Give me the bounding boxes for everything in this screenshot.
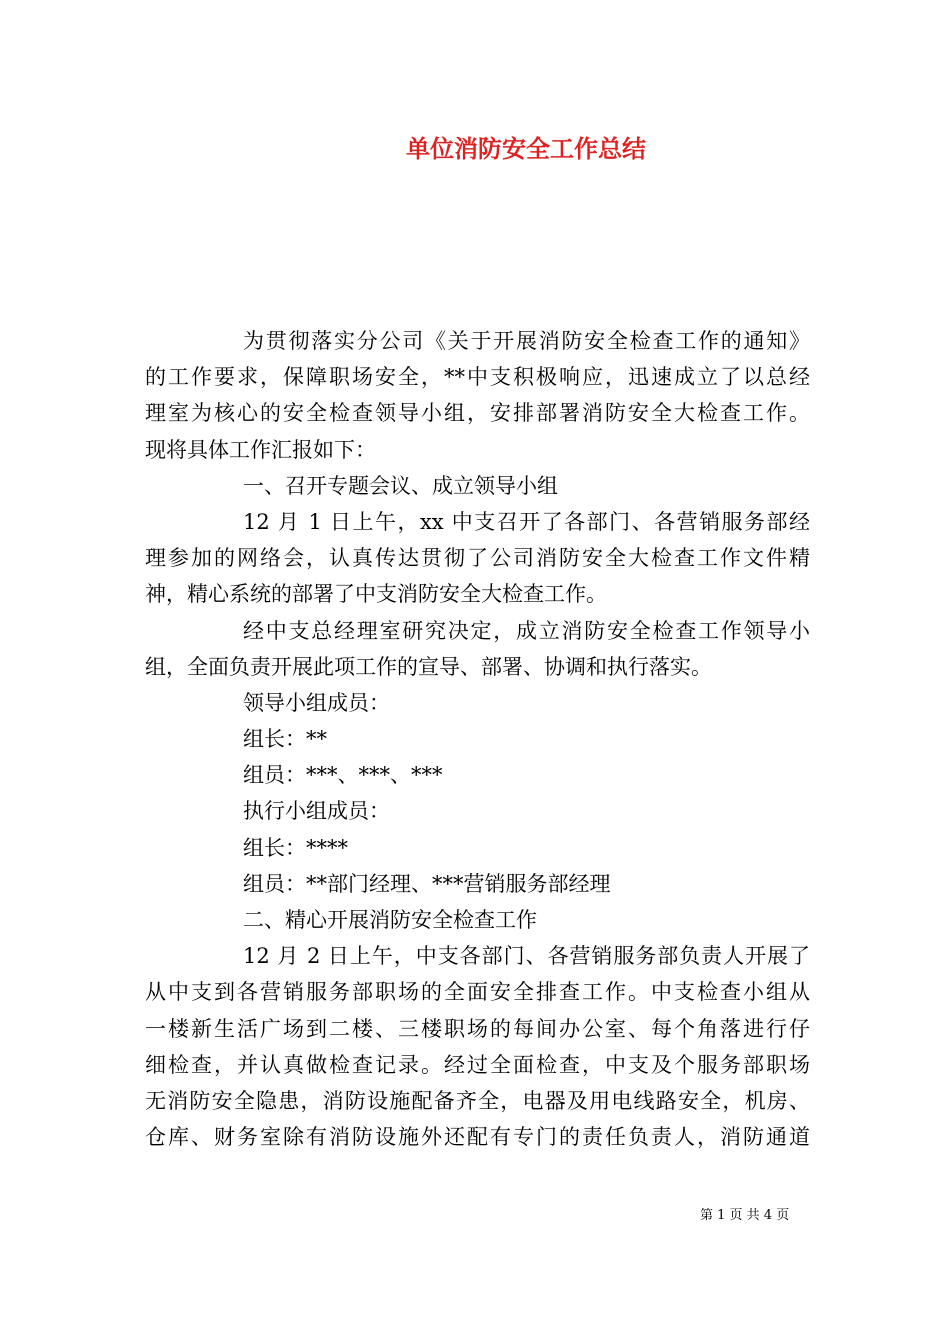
body-line: 为贯彻落实分公司《关于开展消防安全检查工作的通知》 — [243, 329, 810, 353]
body-line: 一、召开专题会议、成立领导小组 — [243, 473, 558, 498]
body-line: 无消防安全隐患，消防设施配备齐全，电器及用电线路安全，机房、 — [145, 1088, 810, 1113]
body-line: 组长：** — [243, 727, 327, 752]
body-line: 仓库、财务室除有消防设施外还配有专门的责任负责人，消防通道 — [145, 1125, 810, 1150]
body-line: 领导小组成员： — [243, 690, 390, 715]
body-line: 一楼新生活广场到二楼、三楼职场的每间办公室、每个角落进行仔 — [145, 1016, 810, 1041]
body-line: 经中支总经理室研究决定，成立消防安全检查工作领导小 — [243, 618, 810, 643]
body-line: 现将具体工作汇报如下： — [145, 437, 376, 462]
body-line: 组员：***、***、*** — [243, 763, 443, 788]
page-title: 单位消防安全工作总结 — [406, 135, 646, 163]
body-line: 12 月 2 日上午，中支各部门、各营销服务部负责人开展了 — [243, 944, 810, 969]
body-line: 理室为核心的安全检查领导小组，安排部署消防安全大检查工作。 — [145, 401, 810, 426]
body-line: 神，精心系统的部署了中支消防安全大检查工作。 — [145, 582, 607, 607]
body-line: 12 月 1 日上午，xx 中支召开了各部门、各营销服务部经 — [243, 509, 810, 534]
body-line: 细检查，并认真做检查记录。经过全面检查，中支及个服务部职场 — [145, 1052, 810, 1077]
body-line: 的工作要求，保障职场安全，**中支积极响应，迅速成立了以总经 — [145, 365, 810, 390]
body-line: 组员：**部门经理、***营销服务部经理 — [243, 871, 611, 896]
body-line: 执行小组成员： — [243, 799, 390, 824]
body-line: 从中支到各营销服务部职场的全面安全排查工作。中支检查小组从 — [145, 980, 810, 1005]
body-line: 理参加的网络会，认真传达贯彻了公司消防安全大检查工作文件精 — [145, 546, 810, 571]
body-line: 二、精心开展消防安全检查工作 — [243, 908, 537, 932]
body-line: 组长：**** — [243, 835, 348, 860]
body-line: 组，全面负责开展此项工作的宣导、部署、协调和执行落实。 — [145, 654, 712, 679]
document-body — [145, 323, 810, 1155]
page-number: 第 1 页 共 4 页 — [700, 1208, 790, 1223]
